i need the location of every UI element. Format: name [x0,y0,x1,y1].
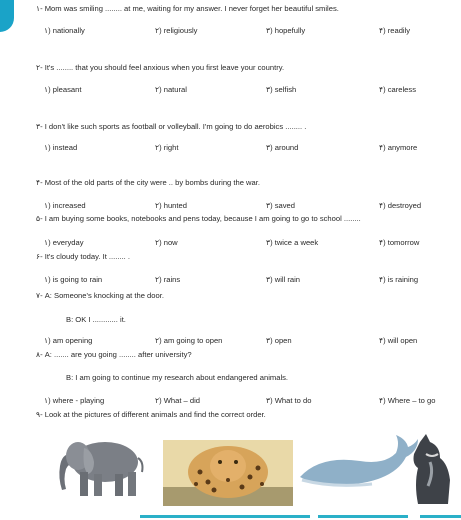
q5-option-1[interactable]: ۱) everyday [44,238,84,247]
question-8-sub: B: I am going to continue my research about endangered animals. [66,373,289,382]
q6-option-2[interactable]: ۲) rains [155,275,181,284]
elephant-image [59,442,142,496]
q8-option-4[interactable]: ۴) Where – to go [379,396,436,405]
q6-option-3[interactable]: ۳) will rain [266,275,301,284]
q3-option-2[interactable]: ۲) right [155,143,179,152]
whale-image [300,435,418,485]
q7-option-4[interactable]: ۴) will open [379,336,418,345]
question-9-stem: ۹- Look at the pictures of different animals and find the correct order. [36,410,266,419]
animal-pictures [0,432,461,507]
q4-option-2[interactable]: ۲) hunted [155,201,187,210]
q5-option-2[interactable]: ۲) now [155,238,178,247]
q8-option-1[interactable]: ۱) where - playing [44,396,105,405]
q5-option-3[interactable]: ۳) twice a week [266,238,319,247]
q2-option-4[interactable]: ۴) careless [379,85,416,94]
q3-option-3[interactable]: ۳) around [266,143,299,152]
q7-option-1[interactable]: ۱) am opening [44,336,93,345]
question-4-stem: ۴- Most of the old parts of the city were .. by bombs during the war. [36,178,260,187]
question-5-stem: ۵- I am buying some books, notebooks and pens today, because I am going to go to school ........ [36,214,361,223]
q2-option-1[interactable]: ۱) pleasant [44,85,82,94]
q3-option-4[interactable]: ۴) anymore [379,143,418,152]
q1-option-4[interactable]: ۴) readily [379,26,411,35]
q2-option-3[interactable]: ۳) selfish [266,85,297,94]
wolf-image [414,434,451,504]
q5-option-4[interactable]: ۴) tomorrow [379,238,420,247]
q4-option-4[interactable]: ۴) destroyed [379,201,422,210]
question-3-stem: ۳- I don't like such sports as football or volleyball. I'm going to do aerobics ........ . [36,122,307,131]
q6-option-1[interactable]: ۱) is going to rain [44,275,103,284]
question-7-stem: ۷- A: Someone's knocking at the door. [36,291,164,300]
q4-option-1[interactable]: ۱) increased [44,201,86,210]
question-2-stem: ۲- It's ........ that you should feel anxious when you first leave your country. [36,63,285,72]
q2-option-2[interactable]: ۲) natural [155,85,187,94]
q7-option-2[interactable]: ۲) am going to open [155,336,223,345]
q7-option-3[interactable]: ۳) open [266,336,292,345]
question-7-sub: B: OK I ............ it. [66,315,126,324]
leopard-image [163,440,293,506]
question-8-stem: ۸- A: ....... are you going ........ after university? [36,350,192,359]
q3-option-1[interactable]: ۱) instead [44,143,78,152]
corner-decoration [0,0,14,32]
question-6-stem: ۶- It's cloudy today. It ........ . [36,252,131,261]
q1-option-1[interactable]: ۱) nationally [44,26,85,35]
question-1-stem: ۱- Mom was smiling ........ at me, waiting for my answer. I never forget her beautiful smiles. [36,4,339,13]
q1-option-2[interactable]: ۲) religiously [155,26,198,35]
q6-option-4[interactable]: ۴) is raining [379,275,419,284]
q8-option-2[interactable]: ۲) What – did [155,396,201,405]
bottom-line-mid [318,515,408,518]
q4-option-3[interactable]: ۳) saved [266,201,295,210]
bottom-line-left [140,515,310,518]
bottom-line-right [420,515,461,518]
q1-option-3[interactable]: ۳) hopefully [266,26,306,35]
q8-option-3[interactable]: ۳) What to do [266,396,312,405]
